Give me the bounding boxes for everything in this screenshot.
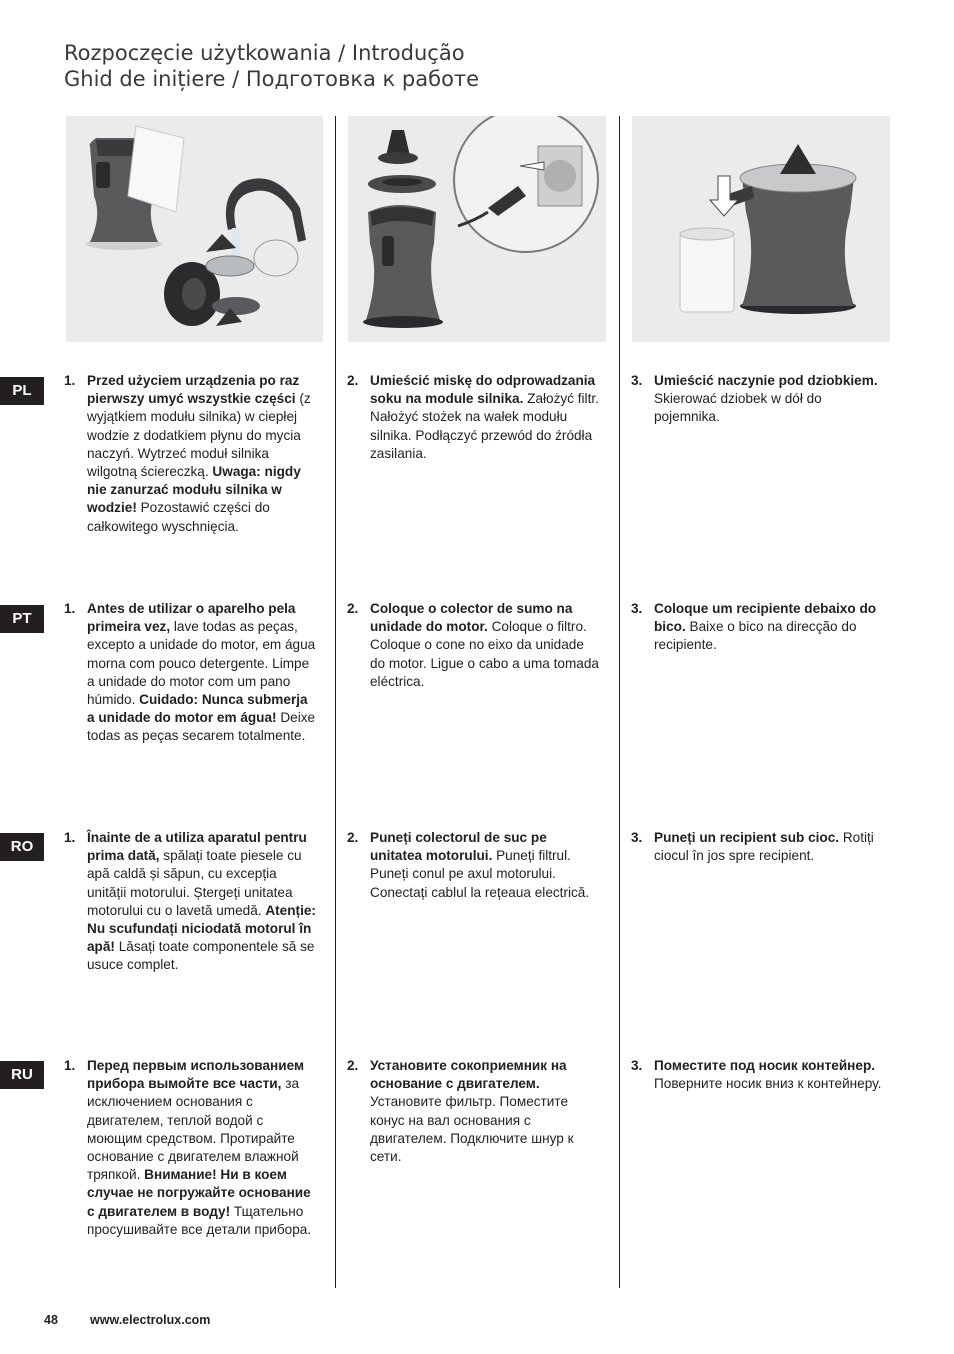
page-number: 48	[44, 1313, 58, 1327]
step-number: 2.	[347, 1058, 359, 1073]
step-number: 1.	[64, 830, 76, 845]
step-bold: Antes de utilizar o aparelho pela primeira vez,	[87, 601, 296, 635]
step-bold: Puneți un recipient sub cioc.	[654, 830, 840, 845]
step-bold: Przed użyciem urządzenia po raz pierwszy umyć wszystkie części	[87, 373, 300, 407]
step-warning: Cuidado: Nunca submerja a unidade do motor em água!	[87, 692, 308, 726]
lang-tab-ru: RU	[0, 1061, 44, 1089]
title-line-2: Ghid de inițiere / Подготовка к работе	[64, 67, 480, 91]
column-divider-2	[619, 116, 620, 1288]
step-text: Coloque o filtro. Coloque o cone no eixo da unidade do motor. Ligue o cabo a uma tomada eléctrica.	[370, 619, 599, 689]
step-text: Rotiți ciocul în jos spre recipient.	[654, 830, 874, 864]
step-text: lave todas as peças, excepto a unidade do motor, em água morna com pouco detergente. Limpe a unidade do motor com um pano húmido.	[87, 619, 316, 708]
step-ru-2	[347, 1057, 599, 1166]
column-divider-1	[335, 116, 336, 1288]
step-ro-2	[347, 829, 599, 902]
step-text: Założyć filtr. Nałożyć stożek na wałek modułu silnika. Podłączyć przewód do źródła zasilania.	[370, 391, 599, 461]
illustration-washing-parts	[66, 116, 323, 342]
step-text-end: Lăsați toate componentele să se usuce complet.	[87, 939, 315, 973]
page-title	[64, 40, 479, 92]
step-text-end: Pozostawić części do całkowitego wyschnięcia.	[87, 500, 270, 534]
washing-parts-icon	[66, 116, 323, 342]
step-number: 1.	[64, 1058, 76, 1073]
step-number: 3.	[631, 1058, 643, 1073]
step-number: 2.	[347, 373, 359, 388]
step-bold: Установите сокоприемник на основание с двигателем.	[370, 1058, 567, 1092]
step-text: (z wyjątkiem modułu silnika) w ciepłej wodzie z dodatkiem płynu do mycia naczyń. Wytrzeć moduł silnika wilgotną ściereczką.	[87, 391, 311, 480]
step-pt-2	[347, 600, 599, 691]
step-pl-3	[631, 372, 883, 427]
step-text: Skierować dziobek w dół do pojemnika.	[654, 391, 822, 425]
step-pt-1	[64, 600, 316, 746]
step-ru-3	[631, 1057, 883, 1093]
step-bold: Coloque um recipiente debaixo do bico.	[654, 601, 877, 635]
step-bold: Перед первым использованием прибора вымойте все части,	[87, 1058, 305, 1092]
step-pt-3	[631, 600, 883, 655]
step-bold: Umieścić miskę do odprowadzania soku na module silnika.	[370, 373, 596, 407]
step-text: за исключением основания с двигателем, теплой водой с моющим средством. Протирайте основание с двигателем влажной тряпкой.	[87, 1076, 300, 1183]
step-text: Baixe o bico na direcção do recipiente.	[654, 619, 857, 653]
step-warning: Внимание! Ни в коем случае не погружайте основание с двигателем в воду!	[87, 1167, 311, 1219]
step-pl-2	[347, 372, 599, 463]
step-number: 2.	[347, 830, 359, 845]
assembly-plug-icon	[348, 116, 606, 342]
step-ru-1	[64, 1057, 316, 1239]
illustration-assembly-plug	[348, 116, 606, 342]
illustration-container-spout	[632, 116, 890, 342]
step-pl-1	[64, 372, 316, 536]
step-bold: Umieścić naczynie pod dziobkiem.	[654, 373, 878, 388]
lang-tab-pl: PL	[0, 377, 44, 405]
step-number: 2.	[347, 601, 359, 616]
step-ro-1	[64, 829, 316, 975]
step-text: Puneți filtrul. Puneți conul pe axul motorului. Conectați cablul la rețeaua electrică.	[370, 848, 590, 900]
step-number: 3.	[631, 830, 643, 845]
step-bold: Înainte de a utiliza aparatul pentru prima dată,	[87, 830, 307, 864]
step-number: 1.	[64, 601, 76, 616]
step-number: 3.	[631, 373, 643, 388]
step-text: Установите фильтр. Поместите конус на вал основания с двигателем. Подключите шнур к сети.	[370, 1094, 574, 1165]
lang-tab-pt: PT	[0, 605, 44, 633]
title-line-1: Rozpoczęcie użytkowania / Introdução	[64, 41, 465, 65]
step-text-end: Deixe todas as peças secarem totalmente.	[87, 710, 316, 744]
step-warning: Uwaga: nigdy nie zanurzać modułu silnika w wodzie!	[87, 464, 301, 516]
step-warning: Atenție: Nu scufundați niciodată motorul în apă!	[87, 902, 316, 955]
step-bold: Coloque o colector de sumo na unidade do motor.	[370, 601, 573, 635]
lang-tab-ro: RO	[0, 833, 44, 861]
step-number: 1.	[64, 373, 76, 388]
step-number: 3.	[631, 601, 643, 616]
container-spout-icon	[632, 116, 890, 342]
step-ro-3	[631, 829, 883, 865]
step-text: spălați toate piesele cu apă caldă și săpun, cu excepția unității motorului. Ștergeți unitatea motorului cu o lavetă umedă.	[87, 848, 302, 918]
step-text: Поверните носик вниз к контейнеру.	[654, 1076, 882, 1092]
step-text-end: Тщательно просушивайте все детали прибора.	[87, 1203, 312, 1237]
website-link[interactable]: www.electrolux.com	[90, 1313, 211, 1327]
step-bold: Puneți colectorul de suc pe unitatea motorului.	[370, 830, 547, 864]
step-bold: Поместите под носик контейнер.	[654, 1058, 876, 1073]
